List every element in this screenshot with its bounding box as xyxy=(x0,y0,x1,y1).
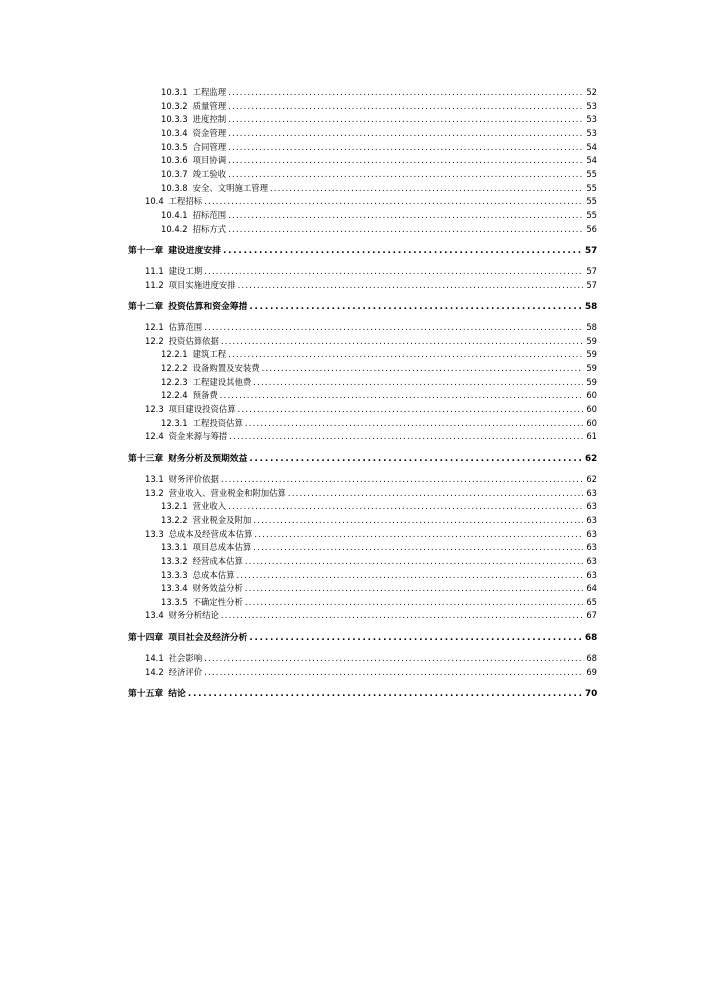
toc-page-number: 59 xyxy=(586,349,597,359)
toc-entry-number: 12.2.4 xyxy=(161,390,188,400)
toc-dot-leader xyxy=(245,582,583,595)
toc-dot-leader xyxy=(270,182,583,195)
toc-page-number: 59 xyxy=(586,376,597,387)
toc-entry[interactable] xyxy=(161,417,597,430)
toc-dot-leader xyxy=(245,555,583,568)
toc-entry[interactable] xyxy=(161,362,597,375)
toc-chapter-entry[interactable] xyxy=(128,687,597,702)
toc-chapter-entry[interactable] xyxy=(128,631,597,646)
toc-dot-leader xyxy=(249,631,583,646)
toc-entry[interactable] xyxy=(161,389,597,402)
toc-entry-title: 招标方式 xyxy=(192,223,227,234)
toc-dot-leader xyxy=(221,609,583,622)
toc-dot-leader xyxy=(288,487,583,500)
toc-page-number: 68 xyxy=(586,653,597,663)
toc-entry-title: 工程监理 xyxy=(192,87,227,97)
toc-page-number: 65 xyxy=(586,596,597,607)
toc-entry[interactable] xyxy=(145,403,597,416)
toc-dot-leader xyxy=(253,514,583,527)
toc-dot-leader xyxy=(249,452,583,467)
toc-page-number: 57 xyxy=(586,279,597,290)
toc-entry-number: 11.2 xyxy=(145,279,164,290)
toc-entry-title: 竣工验收 xyxy=(192,169,227,179)
toc-entry[interactable] xyxy=(145,321,597,334)
toc-entry-title: 资金管理 xyxy=(192,128,227,138)
toc-entry-number: 10.3.8 xyxy=(161,182,188,193)
toc-page-number: 54 xyxy=(586,141,597,152)
toc-entry-number: 13.3.5 xyxy=(161,596,188,607)
toc-dot-leader xyxy=(223,244,583,259)
toc-dot-leader xyxy=(237,569,583,582)
toc-entry-title: 工程建设其他费 xyxy=(192,376,252,387)
toc-entry-title: 建设工期 xyxy=(168,266,203,276)
toc-entry-number: 13.3 xyxy=(145,528,164,539)
toc-entry-number: 12.4 xyxy=(145,431,164,441)
toc-entry[interactable] xyxy=(145,609,597,622)
toc-entry[interactable] xyxy=(145,528,597,541)
toc-entry-title: 工程投资估算 xyxy=(192,417,243,428)
toc-dot-leader xyxy=(204,666,583,679)
toc-dot-leader xyxy=(245,417,583,430)
toc-entry-title: 预备费 xyxy=(192,390,218,400)
toc-dot-leader xyxy=(245,596,583,609)
toc-entry-number: 13.3.2 xyxy=(161,556,188,566)
toc-entry-number: 10.3.4 xyxy=(161,128,188,138)
toc-entry[interactable] xyxy=(161,348,597,361)
toc-dot-leader xyxy=(204,652,583,665)
toc-page-number: 57 xyxy=(585,246,598,256)
toc-entry[interactable] xyxy=(161,86,597,99)
toc-entry[interactable] xyxy=(145,195,597,208)
toc-entry[interactable] xyxy=(145,335,597,348)
toc-entry[interactable] xyxy=(161,127,597,140)
toc-page-number: 63 xyxy=(586,487,597,498)
toc-page-number: 60 xyxy=(586,404,597,414)
toc-page-number: 55 xyxy=(586,182,597,193)
toc-entry[interactable] xyxy=(145,430,597,443)
toc-page-number: 55 xyxy=(586,196,597,206)
toc-entry-number: 第十一章 xyxy=(128,246,164,256)
toc-chapter-entry[interactable] xyxy=(128,300,597,315)
toc-entry[interactable] xyxy=(145,652,597,665)
toc-entry-title: 工程招标 xyxy=(168,196,203,206)
toc-page-number: 54 xyxy=(586,155,597,165)
toc-entry-number: 13.2 xyxy=(145,487,164,498)
toc-entry-number: 12.3.1 xyxy=(161,417,188,428)
toc-entry-title: 营业收入、营业税金和附加估算 xyxy=(168,487,286,498)
toc-page-number: 59 xyxy=(586,363,597,373)
toc-entry-title: 建设进度安排 xyxy=(168,246,221,256)
toc-entry[interactable] xyxy=(161,582,597,595)
toc-page-number: 53 xyxy=(586,128,597,138)
toc-page-number: 63 xyxy=(586,528,597,539)
toc-entry[interactable] xyxy=(161,168,597,181)
toc-entry[interactable] xyxy=(145,666,597,679)
toc-entry-number: 12.2.2 xyxy=(161,363,188,373)
toc-entry-number: 10.3.1 xyxy=(161,87,188,97)
toc-page-number: 62 xyxy=(586,474,597,484)
toc-entry-number: 第十二章 xyxy=(128,302,164,312)
toc-entry-number: 10.4.2 xyxy=(161,223,188,234)
toc-entry-title: 质量管理 xyxy=(192,100,227,111)
toc-page-number: 63 xyxy=(586,542,597,552)
toc-entry-number: 11.1 xyxy=(145,266,164,276)
toc-dot-leader xyxy=(228,127,583,140)
toc-page-number: 59 xyxy=(586,335,597,346)
toc-entry-title: 项目社会及经济分析 xyxy=(168,633,248,643)
toc-dot-leader xyxy=(228,113,583,126)
toc-entry-title: 营业收入 xyxy=(192,501,227,511)
toc-entry[interactable] xyxy=(161,596,597,609)
toc-page-number: 63 xyxy=(586,501,597,511)
toc-page-number: 60 xyxy=(586,417,597,428)
toc-entry-number: 13.2.2 xyxy=(161,515,188,525)
toc-entry-number: 13.1 xyxy=(145,474,164,484)
toc-entry[interactable] xyxy=(161,154,597,167)
toc-entry-number: 14.1 xyxy=(145,653,164,663)
toc-page-number: 56 xyxy=(586,223,597,234)
toc-page-number: 67 xyxy=(586,610,597,620)
toc-entry-title: 投资估算和资金筹措 xyxy=(168,302,248,312)
toc-dot-leader xyxy=(254,528,583,541)
toc-dot-leader xyxy=(228,100,583,113)
toc-entry-title: 经营成本估算 xyxy=(192,556,243,566)
toc-dot-leader xyxy=(238,279,583,292)
toc-entry-number: 14.2 xyxy=(145,666,164,677)
toc-entry-number: 13.2.1 xyxy=(161,501,188,511)
toc-page-number: 63 xyxy=(586,515,597,525)
toc-dot-leader xyxy=(188,687,583,702)
toc-page-number: 68 xyxy=(585,633,598,643)
toc-entry[interactable] xyxy=(161,223,597,236)
toc-entry[interactable] xyxy=(145,279,597,292)
toc-dot-leader xyxy=(204,321,583,334)
toc-entry[interactable] xyxy=(161,100,597,113)
toc-entry-number: 第十四章 xyxy=(128,633,164,643)
toc-entry-title: 建筑工程 xyxy=(192,349,227,359)
toc-dot-leader xyxy=(229,430,583,443)
toc-entry-title: 投资估算依据 xyxy=(168,335,219,346)
toc-dot-leader xyxy=(228,154,583,167)
toc-entry-number: 第十三章 xyxy=(128,454,164,464)
toc-entry[interactable] xyxy=(161,569,597,582)
toc-entry[interactable] xyxy=(161,182,597,195)
toc-dot-leader xyxy=(228,500,583,513)
toc-entry-number: 10.3.6 xyxy=(161,155,188,165)
toc-entry-number: 13.4 xyxy=(145,610,164,620)
toc-entry[interactable] xyxy=(145,265,597,278)
toc-dot-leader xyxy=(221,335,583,348)
toc-entry-number: 13.3.3 xyxy=(161,569,188,580)
toc-dot-leader xyxy=(228,86,583,99)
toc-entry-number: 10.4.1 xyxy=(161,210,188,220)
toc-page-number: 60 xyxy=(586,390,597,400)
toc-entry-number: 13.3.1 xyxy=(161,542,188,552)
toc-entry-title: 财务效益分析 xyxy=(192,583,243,593)
toc-dot-leader xyxy=(221,473,583,486)
toc-page-number: 53 xyxy=(586,100,597,111)
toc-entry-number: 12.2 xyxy=(145,335,164,346)
toc-page-number: 69 xyxy=(586,666,597,677)
toc-page-number: 64 xyxy=(586,583,597,593)
toc-dot-leader xyxy=(228,209,583,222)
toc-dot-leader xyxy=(238,403,583,416)
toc-dot-leader xyxy=(228,223,583,236)
toc-entry-number: 10.3.2 xyxy=(161,100,188,111)
toc-chapter-entry[interactable] xyxy=(128,244,597,259)
toc-entry[interactable] xyxy=(161,555,597,568)
toc-entry-title: 结论 xyxy=(168,689,186,699)
toc-entry[interactable] xyxy=(161,541,597,554)
toc-entry-title: 社会影响 xyxy=(168,653,203,663)
toc-entry-title: 安全、文明施工管理 xyxy=(192,182,269,193)
toc-entry-title: 营业税金及附加 xyxy=(192,515,252,525)
toc-entry-title: 项目总成本估算 xyxy=(192,542,252,552)
toc-dot-leader xyxy=(249,300,583,315)
toc-entry-number: 12.3 xyxy=(145,404,164,414)
toc-entry-number: 13.3.4 xyxy=(161,583,188,593)
toc-entry-title: 不确定性分析 xyxy=(192,596,243,607)
toc-entry[interactable] xyxy=(161,376,597,389)
toc-entry-title: 项目协调 xyxy=(192,155,227,165)
toc-entry-title: 财务评价依据 xyxy=(168,474,219,484)
toc-entry-title: 财务分析及预期效益 xyxy=(168,454,248,464)
toc-entry-title: 财务分析结论 xyxy=(168,610,219,620)
toc-page-number: 53 xyxy=(586,114,597,124)
toc-page-number: 52 xyxy=(586,87,597,97)
toc-entry-number: 10.4 xyxy=(145,196,164,206)
toc-entry-title: 总成本及经营成本估算 xyxy=(168,528,253,539)
toc-dot-leader xyxy=(228,141,583,154)
toc-entry-title: 总成本估算 xyxy=(192,569,235,580)
toc-entry[interactable] xyxy=(145,473,597,486)
toc-entry[interactable] xyxy=(161,141,597,154)
toc-dot-leader xyxy=(220,389,583,402)
toc-entry[interactable] xyxy=(161,500,597,513)
toc-entry[interactable] xyxy=(161,514,597,527)
toc-page-number: 58 xyxy=(586,322,597,332)
toc-page-number: 55 xyxy=(586,169,597,179)
toc-entry-number: 10.3.7 xyxy=(161,169,188,179)
toc-entry-title: 资金来源与筹措 xyxy=(168,431,228,441)
toc-entry-title: 招标范围 xyxy=(192,210,227,220)
toc-dot-leader xyxy=(204,265,583,278)
toc-chapter-entry[interactable] xyxy=(128,452,597,467)
toc-page-number: 62 xyxy=(585,454,598,464)
toc-dot-leader xyxy=(228,348,583,361)
toc-page-number: 61 xyxy=(586,431,597,441)
toc-entry-title: 估算范围 xyxy=(168,322,203,332)
toc-page-number: 58 xyxy=(585,302,598,312)
toc-entry[interactable] xyxy=(161,209,597,222)
toc-dot-leader xyxy=(228,168,583,181)
toc-page-number: 63 xyxy=(586,569,597,580)
toc-entry-number: 10.3.3 xyxy=(161,114,188,124)
toc-entry-title: 进度控制 xyxy=(192,114,227,124)
toc-dot-leader xyxy=(262,362,583,375)
toc-entry-number: 12.2.3 xyxy=(161,376,188,387)
toc-entry-title: 经济评价 xyxy=(168,666,203,677)
toc-entry-number: 12.2.1 xyxy=(161,349,188,359)
toc-dot-leader xyxy=(204,195,583,208)
toc-page-number: 63 xyxy=(586,556,597,566)
toc-entry-title: 设备购置及安装费 xyxy=(192,363,260,373)
toc-entry[interactable] xyxy=(161,113,597,126)
toc-entry-title: 项目实施进度安排 xyxy=(168,279,236,290)
toc-page-number: 55 xyxy=(586,210,597,220)
toc-page-number: 70 xyxy=(585,689,598,699)
toc-dot-leader xyxy=(253,541,583,554)
toc-entry-title: 项目建设投资估算 xyxy=(168,404,236,414)
toc-entry[interactable] xyxy=(145,487,597,500)
toc-entry-number: 10.3.5 xyxy=(161,141,188,152)
toc-entry-title: 合同管理 xyxy=(192,141,227,152)
toc-page-number: 57 xyxy=(586,266,597,276)
toc-dot-leader xyxy=(253,376,583,389)
toc-entry-number: 12.1 xyxy=(145,322,164,332)
toc-entry-number: 第十五章 xyxy=(128,689,164,699)
